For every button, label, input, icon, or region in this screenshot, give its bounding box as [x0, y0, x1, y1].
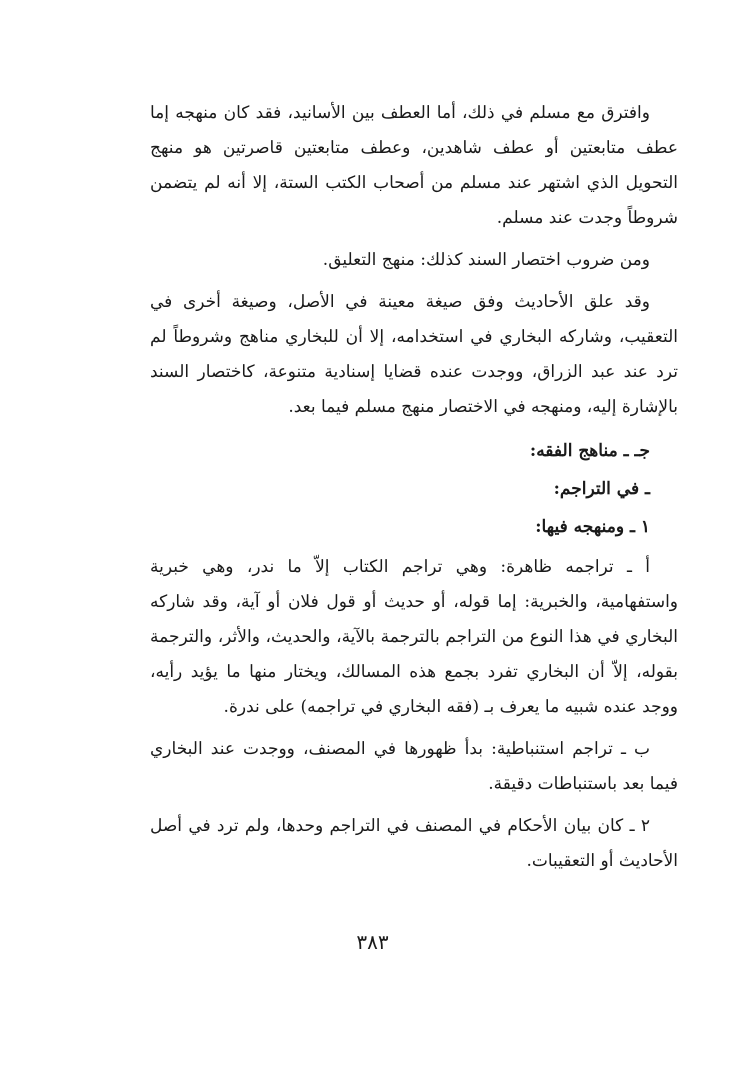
page-body-text	[150, 96, 678, 879]
paragraph-ahkam-statement: ٢ ـ كان بيان الأحكام في المصنف في التراجم وحدها، ولم ترد في أصل الأحاديث أو التعقيبات.	[150, 816, 678, 871]
section-heading-fiqh: جـ ـ مناهج الفقه:	[529, 441, 650, 461]
paragraph-isnad-conjunction: وافترق مع مسلم في ذلك، أما العطف بين الأسانيد، فقد كان منهجه إما عطف متابعتين أو عطف شاهدين، وعطف متابعتين قاصرتين هو منهج التحويل الذي اشتهر عند مسلم من أصحاب الكتب الستة، إلا أنه لم يتضمن شروطاً وجدت عند مسلم.	[150, 103, 678, 228]
paragraph-ta-liq-details: وقد علق الأحاديث وفق صيغة معينة في الأصل، وصيغة أخرى في التعقيب، وشاركه البخاري في استخدامه، إلا أن للبخاري مناهج وشروطاً لم ترد عند عبد الزراق، ووجدت عنده قضايا إسنادية متنوعة، كاختصار السند بالإشارة إليه، ومنهجه في الاختصار منهج مسلم فيما بعد.	[150, 292, 678, 417]
paragraph-explicit-tarajim: أ ـ تراجمه ظاهرة: وهي تراجم الكتاب إلاّ ما ندر، وهي خبرية واستفهامية، والخبرية: إما قوله، أو حديث أو قول فلان أو آية، وقد شاركه البخاري في هذا النوع من التراجم بالترجمة بالآية، والحديث، والأثر، والترجمة بقوله، إلاّ أن البخاري تفرد بجمع هذه المسالك، ويختار منها ما يؤيد رأيه، ووجد عنده شبيه ما يعرف بـ (فقه البخاري في تراجمه) على ندرة.	[150, 557, 678, 717]
subheading-method-1: ١ ـ ومنهجه فيها:	[535, 517, 650, 537]
subheading-tarajim: ـ في التراجم:	[553, 479, 650, 499]
page-number: ٣٨٣	[356, 930, 389, 954]
paragraph-ta-liq-method: ومن ضروب اختصار السند كذلك: منهج التعليق.	[322, 250, 650, 270]
paragraph-inferential-tarajim: ب ـ تراجم استنباطية: بدأ ظهورها في المصنف، ووجدت عند البخاري فيما بعد باستنباطات دقيقة.	[150, 739, 678, 794]
